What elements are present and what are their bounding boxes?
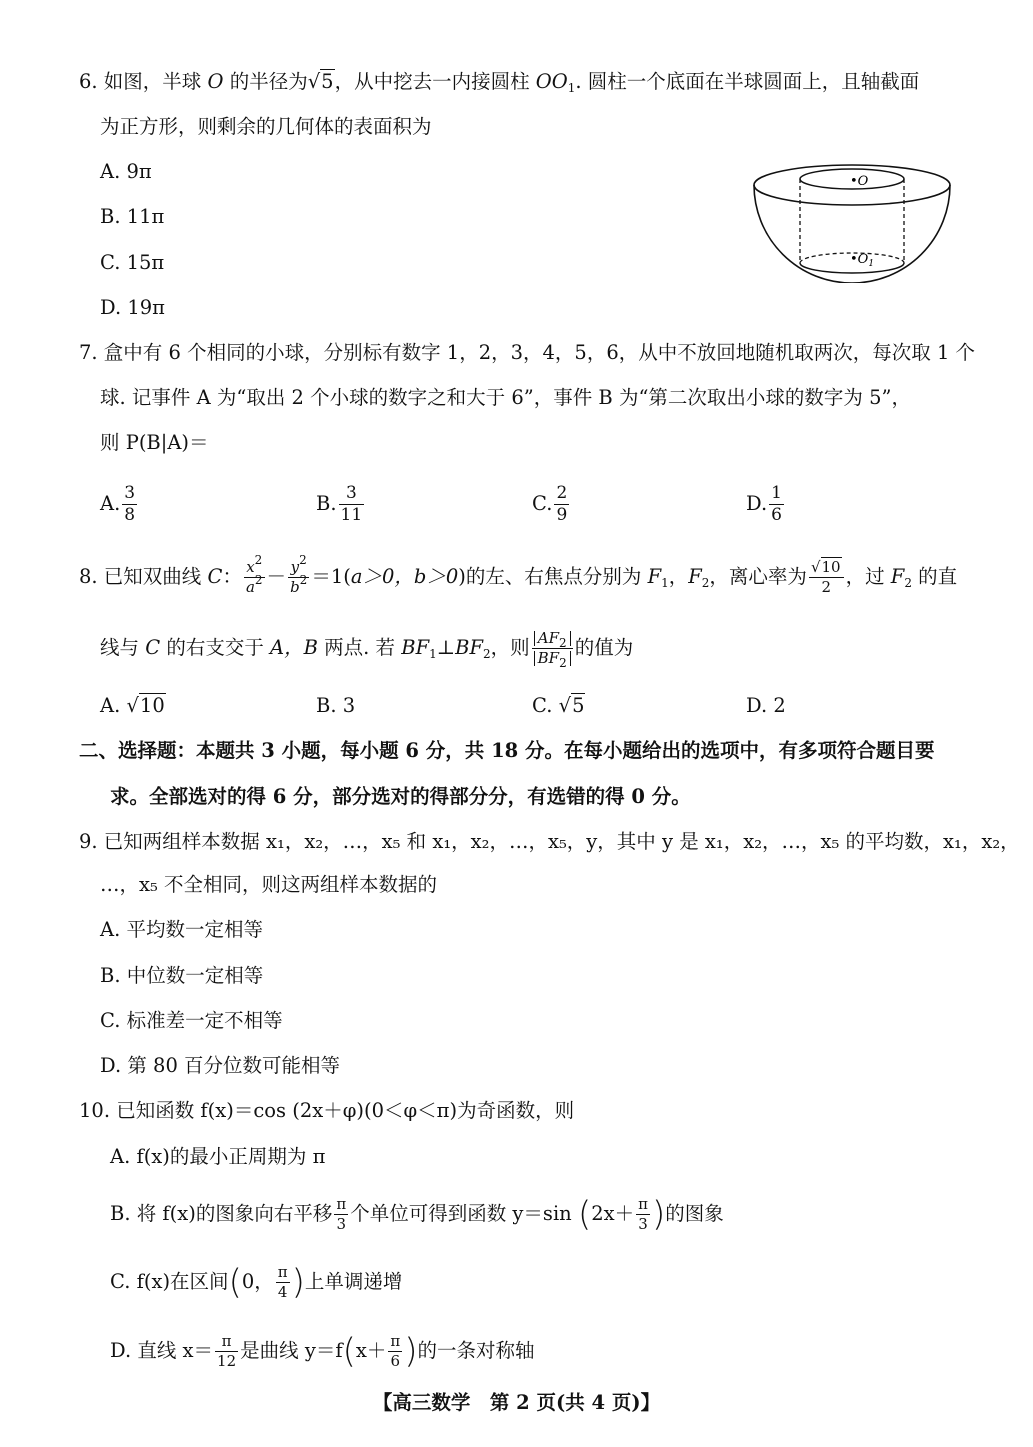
q10-option-b: B. 将 f(x)的图象向右平移 $\frac{\pi}{3}$ 个单位可得到函数 y＝sin (2x＋ $\frac{\pi}{3}$ )的图象	[110, 1194, 724, 1235]
label-o: •O	[850, 174, 869, 189]
q6-option-c: C. 15π	[100, 251, 165, 274]
q6-option-d: D. 19π	[100, 296, 165, 319]
q6-stem-line1: 6. 如图，半球 O 的半径为√5，从中挖去一内接圆柱 $OO_1$. 圆柱一个底面在半球圆面上，且轴截面	[79, 70, 920, 95]
q10-option-c: C. f(x)在区间(0， $\frac{\pi}{4}$ )上单调递增	[110, 1262, 403, 1303]
q7-option-a: A. $\frac{3}{8}$	[100, 483, 136, 525]
q8-option-c: C. √5	[532, 694, 585, 717]
q8-option-b: B. 3	[316, 694, 356, 717]
q9-option-b: B. 中位数一定相等	[100, 964, 264, 987]
q7-stem-line2: 球. 记事件 A 为“取出 2 个小球的数字之和大于 6”，事件 B 为“第二次取出小球的数字为 5”，	[100, 386, 911, 409]
q9-option-c: C. 标准差一定不相等	[100, 1009, 283, 1032]
page-footer: 【高三数学 第 2 页(共 4 页)】	[372, 1391, 661, 1414]
q9-option-a: A. 平均数一定相等	[100, 918, 263, 941]
q7-option-b: B. $\frac{3}{11}$	[316, 483, 363, 525]
q8-stem-line2: 线与 C 的右支交于 A，B 两点. 若 $BF_1\perp BF_2$，则 $\frac{AF_2}{BF_2}$ 的值为	[100, 629, 634, 670]
q7-stem-line1: 7. 盒中有 6 个相同的小球，分别标有数字 1，2，3，4，5，6，从中不放回地随机取两次，每次取 1 个	[79, 341, 976, 364]
section2-header-line1: 二、选择题：本题共 3 小题，每小题 6 分，共 18 分。在每小题给出的选项中，有多项符合题目要	[79, 739, 935, 762]
q9-option-d: D. 第 80 百分位数可能相等	[100, 1054, 341, 1077]
q8-option-a: A. √10	[100, 694, 165, 717]
q8-stem-line1: 8. 已知双曲线 C： $\frac{x^2}{a^2}$ － $\frac{y^2}{b^2}$ ＝1(a＞0，b＞0)的左、右焦点分别为 $F_1$，$F_2$，离心率为 $\frac{√10}{2}$ ，过 $F_2$ 的直	[79, 553, 958, 596]
label-o1: $•O_1$	[850, 252, 875, 269]
q10-option-a: A. f(x)的最小正周期为 π	[110, 1145, 326, 1168]
q7-option-d: D. $\frac{1}{6}$	[746, 483, 782, 525]
section2-header-line2: 求。全部选对的得 6 分，部分选对的得部分分，有选错的得 0 分。	[110, 785, 691, 808]
q10-option-d: D. 直线 x＝ $\frac{\pi}{12}$ 是曲线 y＝f(x＋ $\frac{\pi}{6}$ )的一条对称轴	[110, 1331, 535, 1372]
q7-option-c: C. $\frac{2}{9}$	[532, 483, 568, 525]
q6-stem-line2: 为正方形，则剩余的几何体的表面积为	[100, 115, 432, 138]
q8-option-d: D. 2	[746, 694, 786, 717]
q9-stem-line1: 9. 已知两组样本数据 x₁，x₂，…，x₅ 和 x₁，x₂，…，x₅，y，其中 y 是 x₁，x₂，…，x₅ 的平均数，x₁，x₂，	[79, 830, 1020, 853]
hemisphere-cylinder-figure	[752, 163, 952, 283]
q6-option-a: A. 9π	[100, 160, 152, 183]
q10-stem: 10. 已知函数 f(x)＝cos (2x＋φ)(0＜φ＜π)为奇函数，则	[79, 1099, 575, 1122]
q7-stem-line3: 则 P(B|A)＝	[100, 431, 209, 454]
q9-stem-line2: …，x₅ 不全相同，则这两组样本数据的	[100, 873, 438, 896]
q6-option-b: B. 11π	[100, 205, 165, 228]
